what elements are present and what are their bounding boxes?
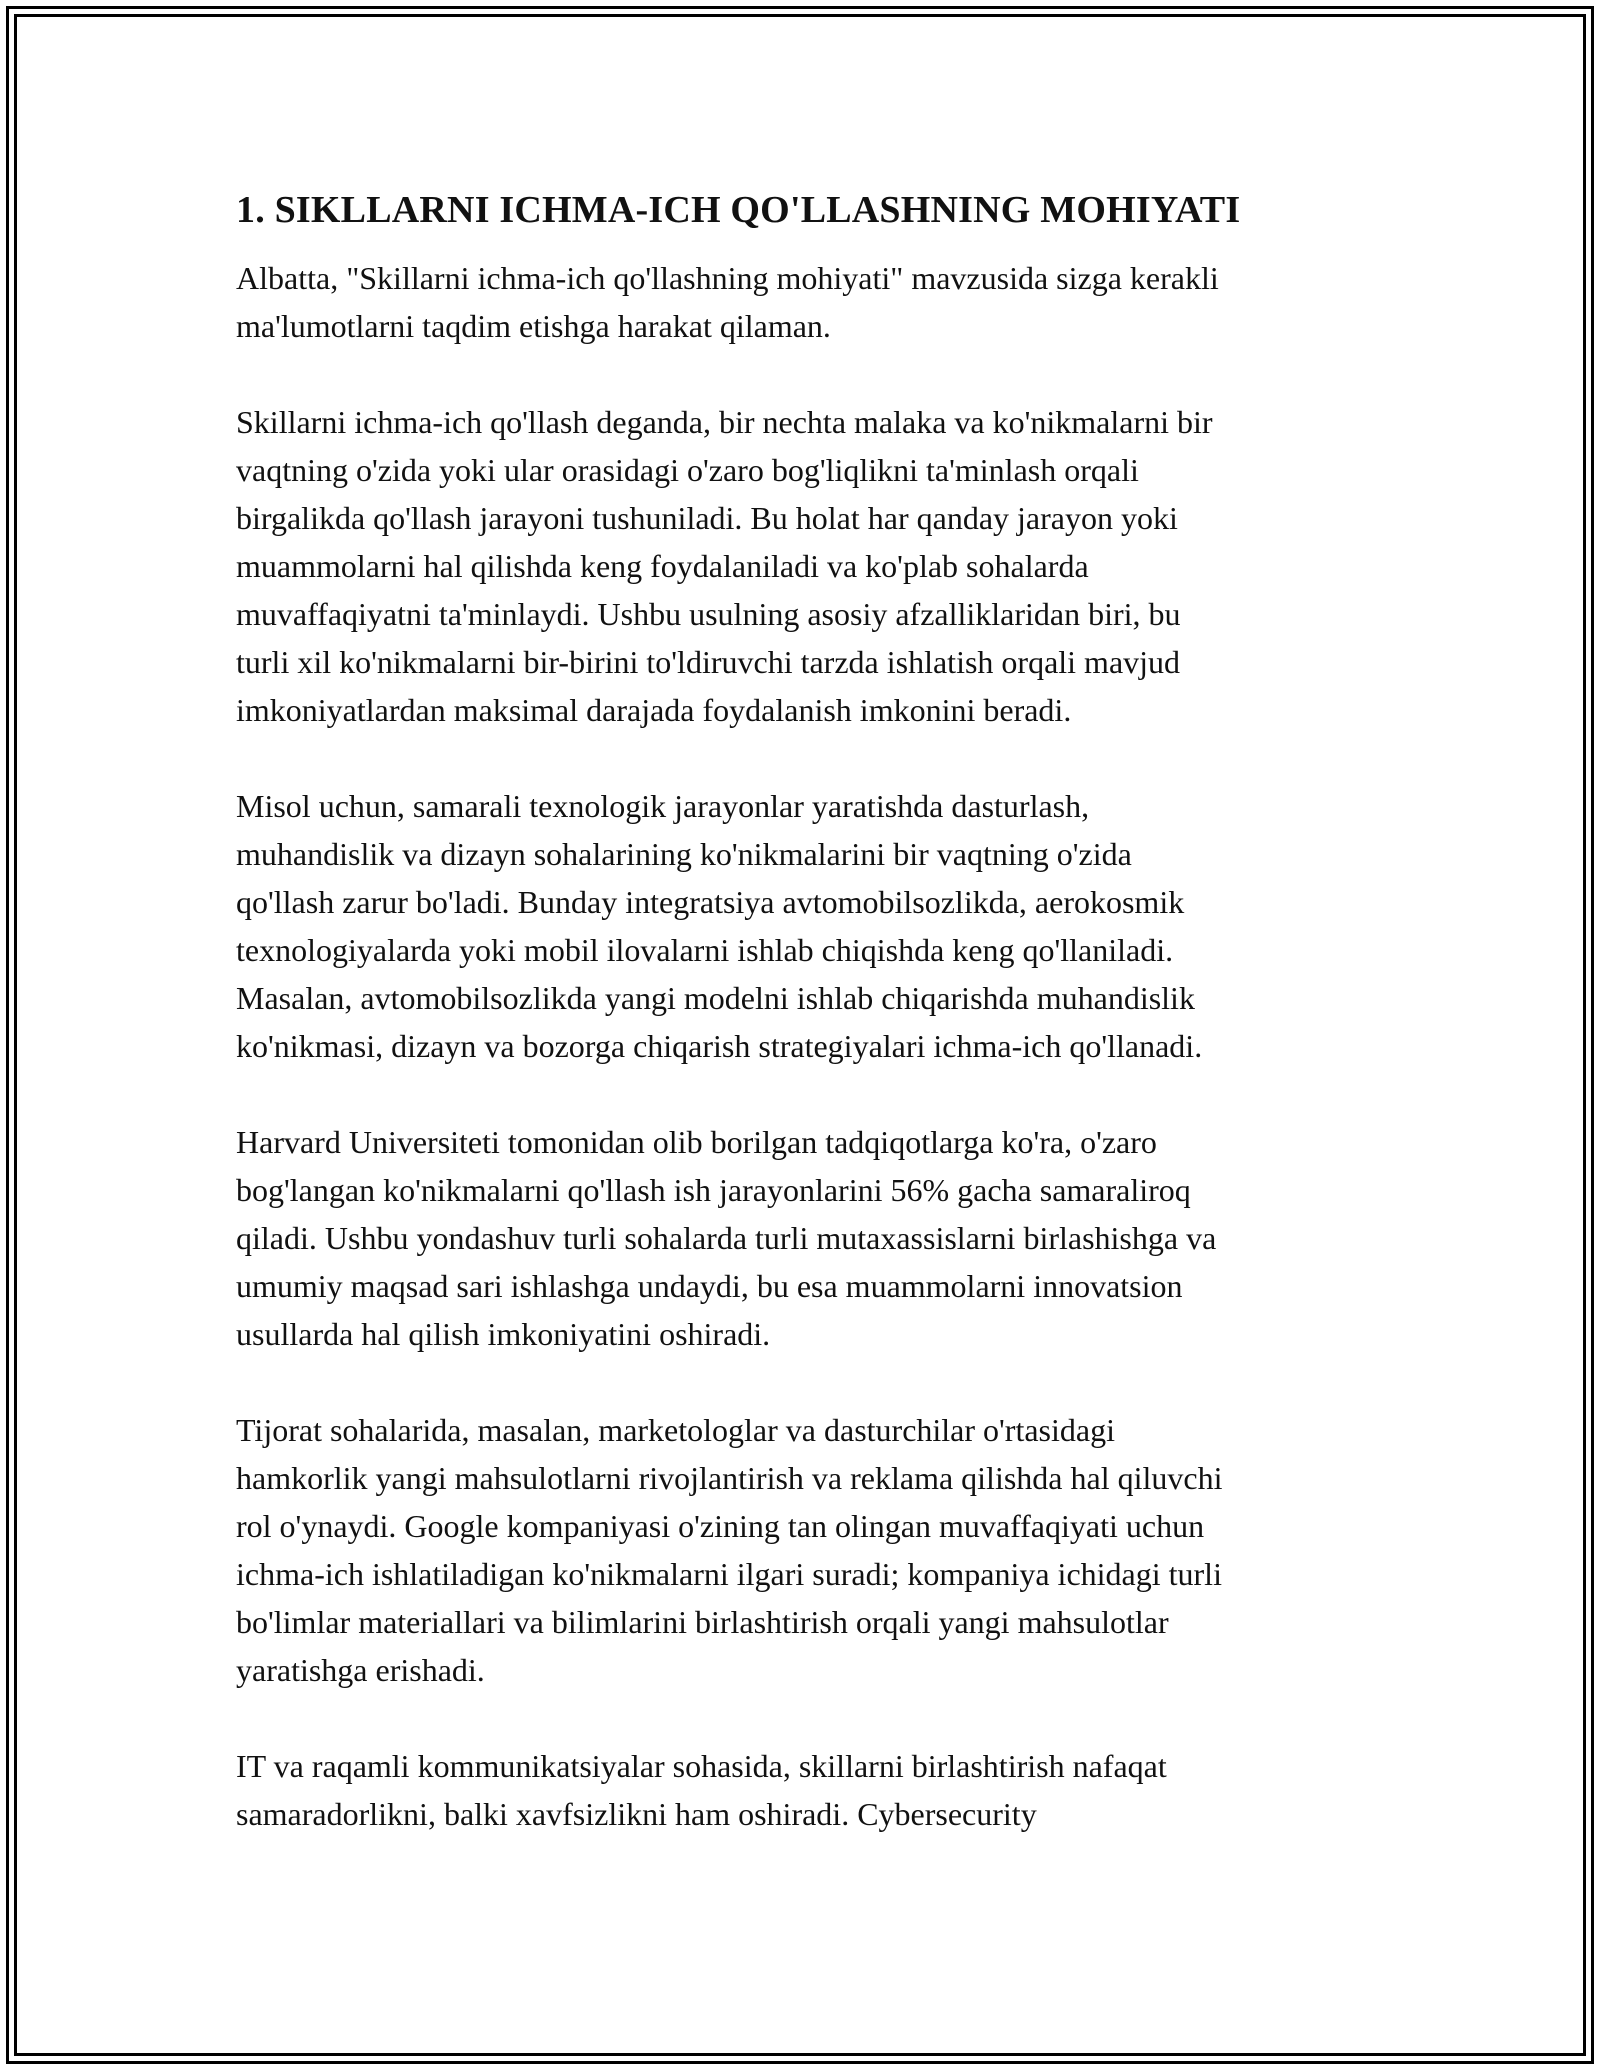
paragraph-line: IT va raqamli kommunikatsiyalar sohasida, skillarni birlashtirish nafaqat <box>236 1748 1167 1784</box>
paragraph-line: Skillarni ichma-ich qo'llash deganda, bir nechta malaka va ko'nikmalarni bir <box>236 404 1213 440</box>
paragraph-line: imkoniyatlardan maksimal darajada foydalanish imkonini beradi. <box>236 692 1072 728</box>
paragraph-line: Tijorat sohalarida, masalan, marketologlar va dasturchilar o'rtasidagi <box>236 1412 1115 1448</box>
body-paragraph <box>236 254 1386 350</box>
paragraph-line: ichma-ich ishlatiladigan ko'nikmalarni ilgari suradi; kompaniya ichidagi turli <box>236 1556 1222 1592</box>
paragraph-line: rol o'ynaydi. Google kompaniyasi o'zining tan olingan muvaffaqiyati uchun <box>236 1508 1205 1544</box>
body-paragraph <box>236 398 1386 734</box>
paragraph-line: qiladi. Ushbu yondashuv turli sohalarda turli mutaxassislarni birlashishga va <box>236 1220 1217 1256</box>
paragraph-line: vaqtning o'zida yoki ular orasidagi o'zaro bog'liqlikni ta'minlash orqali <box>236 452 1139 488</box>
paragraph-line: bo'limlar materiallari va bilimlarini birlashtirish orqali yangi mahsulotlar <box>236 1604 1169 1640</box>
paragraph-line: birgalikda qo'llash jarayoni tushuniladi. Bu holat har qanday jarayon yoki <box>236 500 1178 536</box>
paragraph-line: qo'llash zarur bo'ladi. Bunday integratsiya avtomobilsozlikda, aerokosmik <box>236 884 1185 920</box>
paragraph-line: Misol uchun, samarali texnologik jarayonlar yaratishda dasturlash, <box>236 788 1090 824</box>
paragraph-line: ma'lumotlarni taqdim etishga harakat qilaman. <box>236 308 831 344</box>
paragraph-line: Masalan, avtomobilsozlikda yangi modelni ishlab chiqarishda muhandislik <box>236 980 1195 1016</box>
body-paragraph <box>236 782 1386 1070</box>
body-paragraph <box>236 1118 1386 1358</box>
paragraph-line: hamkorlik yangi mahsulotlarni rivojlantirish va reklama qilishda hal qiluvchi <box>236 1460 1223 1496</box>
paragraph-line: Albatta, "Skillarni ichma-ich qo'llashning mohiyati" mavzusida sizga kerakli <box>236 260 1219 296</box>
paragraph-line: turli xil ko'nikmalarni bir-birini to'ldiruvchi tarzda ishlatish orqali mavjud <box>236 644 1181 680</box>
section-title: 1. SIKLLARNI ICHMA-ICH QO'LLASHNING MOHIYATI <box>236 189 1241 231</box>
paragraph-line: muammolarni hal qilishda keng foydalaniladi va ko'plab sohalarda <box>236 548 1089 584</box>
body-paragraph <box>236 1742 1386 1838</box>
paragraph-line: umumiy maqsad sari ishlashga undaydi, bu esa muammolarni innovatsion <box>236 1268 1183 1304</box>
paragraph-line: muhandislik va dizayn sohalarining ko'nikmalarini bir vaqtning o'zida <box>236 836 1132 872</box>
document-body <box>236 186 1386 1886</box>
paragraph-line: yaratishga erishadi. <box>236 1652 485 1688</box>
paragraph-line: samaradorlikni, balki xavfsizlikni ham oshiradi. Cybersecurity <box>236 1796 1037 1832</box>
body-paragraph <box>236 1406 1386 1694</box>
paragraph-line: usullarda hal qilish imkoniyatini oshiradi. <box>236 1316 771 1352</box>
paragraph-line: texnologiyalarda yoki mobil ilovalarni ishlab chiqishda keng qo'llaniladi. <box>236 932 1174 968</box>
paragraph-line: bog'langan ko'nikmalarni qo'llash ish jarayonlarini 56% gacha samaraliroq <box>236 1172 1191 1208</box>
paragraph-list <box>236 254 1386 1838</box>
paragraph-line: ko'nikmasi, dizayn va bozorga chiqarish strategiyalari ichma-ich qo'llanadi. <box>236 1028 1203 1064</box>
paragraph-line: Harvard Universiteti tomonidan olib borilgan tadqiqotlarga ko'ra, o'zaro <box>236 1124 1157 1160</box>
paragraph-line: muvaffaqiyatni ta'minlaydi. Ushbu usulning asosiy afzalliklaridan biri, bu <box>236 596 1181 632</box>
